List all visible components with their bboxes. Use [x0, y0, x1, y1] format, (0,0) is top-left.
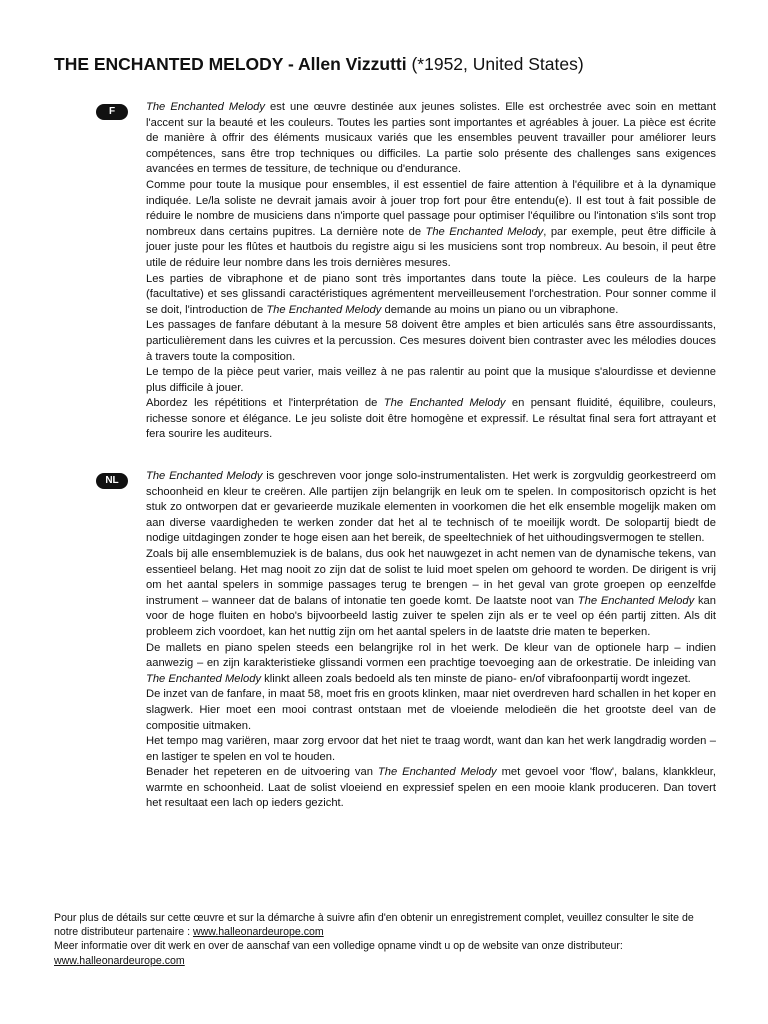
language-badge-fr: F	[96, 104, 128, 120]
paragraph-text: Le tempo de la pièce peut varier, mais veillez à ne pas ralentir au point que la musique s'alourdisse et devienne plus difficile à jouer.	[146, 366, 716, 394]
paragraph-text: est une œuvre destinée aux jeunes solistes. Elle est orchestrée avec soin en mettant l'accent sur la beauté et les couleurs. Toutes les parties sont importantes et agréables à jouer. La pièce est écrite de manière à offrir des éléments musicaux variés que les ensembles peuvent travailler pour améliorer leurs compétences, sans être trop techniques ou difficiles. La partie solo présente des challenges sans exigences avancées en termes de tessiture, de technique ou d'endurance.	[146, 101, 716, 176]
section-french	[96, 100, 716, 443]
paragraph-text: Les passages de fanfare débutant à la mesure 58 doivent être amples et bien articulés sans être assourdissants, particulièrement dans les cuivres et la percussion. Ces mesures doivent bien contraster avec les mélodies douces à travers toute la composition.	[146, 319, 716, 363]
work-title-italic: The Enchanted Melody	[383, 397, 506, 410]
paragraph	[146, 734, 716, 765]
footer-fr-link[interactable]: www.halleonardeurope.com	[192, 926, 324, 939]
footer-nl-text: Meer informatie over dit werk en over de aanschaf van een volledige opname vindt u op de website van onze distributeur:	[54, 940, 623, 953]
section-text-nl	[146, 469, 716, 812]
paragraph	[146, 765, 716, 812]
paragraph	[146, 318, 716, 365]
work-title-italic: The Enchanted Melody	[146, 101, 265, 113]
paragraph-text: Het tempo mag variëren, maar zorg ervoor dat het niet te traag wordt, want dan kan het werk langdradig worden – en lastiger te spelen en vol te houden.	[146, 735, 716, 763]
paragraph	[146, 365, 716, 396]
paragraph	[146, 687, 716, 734]
title-composer-details: (*1952, United States)	[406, 54, 584, 74]
paragraph-text: Les parties de vibraphone et de piano sont très importantes dans toute la pièce. Les couleurs de la harpe (facultative) et ses glissandi caractéristiques agrémentent merveilleusement l'orchestration. Pour sonner comme il se doit, l'introduction de	[146, 272, 716, 316]
paragraph	[146, 178, 716, 272]
paragraph	[146, 469, 716, 547]
work-title-italic: The Enchanted Melody	[146, 672, 262, 685]
footer-fr	[54, 911, 714, 939]
title-composition-composer: THE ENCHANTED MELODY - Allen Vizzutti	[54, 54, 407, 74]
work-title-italic: The Enchanted Melody	[146, 470, 263, 482]
language-badge-nl: NL	[96, 473, 128, 489]
footer-nl-link[interactable]: www.halleonardeurope.com	[54, 954, 185, 967]
paragraph-text: Comme pour toute la musique pour ensembles, il est essentiel de faire attention à l'équilibre et à la dynamique indiquée. Le/la soliste ne devrait jamais avoir à jouer trop fort pour être entendu(e). Il est tout à fait possible de réduire le nombre de musiciens dans n'importe quel passage pour optimiser l'équilibre ou l'intonation s'ils sont trop nombreux dans certains pupitres. La dernière note de	[146, 178, 716, 238]
paragraph-text: Benader het repeteren en de uitvoering van	[146, 766, 378, 779]
paragraph	[146, 547, 716, 641]
paragraph-text: en pensant fluidité, équilibre, couleurs, richesse sonore et élégance. Le jeu soliste doit être homogène et expressif. Le résultat final sera fort attrayant et fera sourire les auditeurs.	[146, 397, 716, 441]
work-title-italic: The Enchanted Melody	[266, 303, 382, 316]
section-text-fr	[146, 100, 716, 443]
page-title	[54, 52, 584, 76]
footer	[54, 911, 714, 968]
paragraph-text: Zoals bij alle ensemblemuziek is de balans, dus ook het nauwgezet in acht nemen van de dynamische tekens, van essentieel belang. Het mag nooit zo zijn dat de solist te luid moet spelen om gehoord te worden. De dirigent is vrij om het aantal spelers in sommige passages terug te brengen – in het geval van grote groepen op eenzelfde instrument – wanneer dat de balans of intonatie ten goede komt. De laatste noot van	[146, 547, 716, 607]
paragraph-text: kan voor de hoge fluiten en hobo's bijvoorbeeld lastig zuiver te spelen zijn als er te veel op één partij zitten. Als dit probleem zich voordoet, kan het nuttig zijn om het aantal spelers in de laatste drie maten te beperken.	[146, 594, 716, 638]
paragraph-text: , par exemple, peut être difficile à jouer juste pour les flûtes et hautbois du registre aigu si les musiciens sont trop nombreux. Au besoin, il peut être utile de réduire leur nombre dans les trois dernières mesures.	[146, 225, 716, 269]
footer-fr-text: Pour plus de détails sur cette œuvre et sur la démarche à suivre afin d'en obtenir un enregistrement complet, veuillez consulter le site de notre distributeur partenaire :	[54, 912, 694, 939]
paragraph	[146, 100, 716, 178]
work-title-italic: The Enchanted Melody	[377, 766, 497, 779]
footer-nl	[54, 939, 714, 967]
paragraph-text: De inzet van de fanfare, in maat 58, moet fris en groots klinken, maar niet overdreven hard schallen in het koper en slagwerk. Hier moet een mooi contrast ontstaan met de vloeiende melodieën die het grootste deel van de compositie uitmaken.	[146, 688, 716, 732]
work-title-italic: The Enchanted Melody	[425, 225, 544, 238]
work-title-italic: The Enchanted Melody	[577, 594, 695, 607]
paragraph	[146, 641, 716, 688]
paragraph-text: klinkt alleen zoals bedoeld als ten minste de piano- en/of vibrafoonpartij wordt ingezet.	[261, 672, 691, 685]
section-dutch	[96, 469, 716, 812]
paragraph-text: demande au moins un piano ou un vibraphone.	[381, 303, 619, 316]
paragraph-text: met gevoel voor 'flow', balans, klankkleur, warmte en schoonheid. Laat de solist vloeiend en expressief spelen en een mooie klank produceren. Dan tovert het resultaat een lach op ieders gezicht.	[146, 766, 716, 810]
paragraph-text: Abordez les répétitions et l'interprétation de	[146, 397, 384, 410]
paragraph	[146, 396, 716, 443]
paragraph-text: is geschreven voor jonge solo-instrumentalisten. Het werk is zorgvuldig georkestreerd om schoonheid en kleur te creëren. Alle partijen zijn belangrijk en leuk om te spelen. In compositorisch opzicht is het stuk zo ontworpen dat er gevarieerde muzikale elementen in voorkomen die het elk ensemble mogelijk maken om aan diverse vaardigheden te werken zonder dat het al te technisch of te moeilijk wordt. De solopartij biedt de nodige uitdagingen zonder te hoge eisen aan het bereik, de speeltechniek of het uithoudingsvermogen te stellen.	[146, 470, 717, 545]
paragraph	[146, 272, 716, 319]
paragraph-text: De mallets en piano spelen steeds een belangrijke rol in het werk. De kleur van de optionele harp – indien aanwezig – en zijn karakteristieke glissandi vormen een prachtige toevoeging aan de orkestratie. De inleiding van	[146, 641, 716, 670]
